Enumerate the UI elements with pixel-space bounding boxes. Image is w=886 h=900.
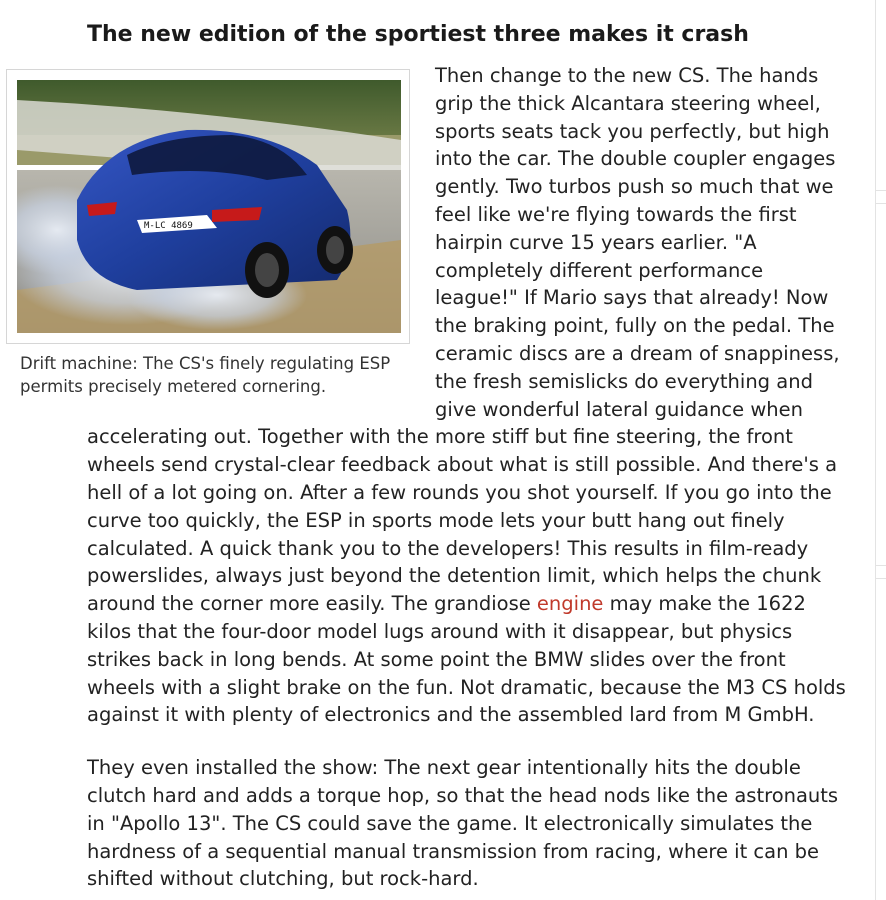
article-body [87, 62, 852, 893]
right-edge-rule [875, 0, 876, 900]
figure-wrap-spacer [87, 62, 435, 408]
right-edge-tick [875, 203, 886, 204]
photo-caption: Drift machine: The CS's finely regulating ESP permits precisely metered cornering. [20, 354, 391, 396]
right-edge-tick [875, 190, 886, 191]
paragraph-text: Then change to the new CS. The hands grip the thick Alcantara steering wheel, sports seats tack you perfectly, but high into the car. The double coupler engages gently. Two turbos push so much that we feel like we're flying towards the first hairpin curve 15 years earlier. "A completely different performance league!" If Mario says that already! Now the braking point, fully on the pedal. The ceramic discs are a dream of snappiness, the fresh semislicks do everything and give wonderful lateral guidance when accelerating out. Together with the more stiff but fine steering, the front wheels send crystal-clear feedback about what is still possible. And there's a hell of a lot going on. After a few rounds you shot yourself. If you go into the curve too quickly, the ESP in sports mode lets your butt hang out finely calculated. A quick thank you to the developers! This results in film-ready powerslides, always just beyond the detention limit, which helps the chunk around the corner more easily. The grandiose [87, 64, 840, 616]
body-paragraph: They even installed the show: The next gear intentionally hits the double clutch hard and adds a torque hop, so that the head nods like the astronauts in "Apollo 13". The CS could save the game. It electronically simulates the hardness of a sequential manual transmission from racing, where it can be shifted without clutching, but rock-hard. [87, 756, 839, 891]
right-edge-tick [875, 578, 886, 579]
engine-link[interactable]: engine [536, 592, 604, 616]
article-headline: The new edition of the sportiest three makes it crash [87, 22, 749, 47]
right-edge-tick [875, 565, 886, 566]
paragraph-text: may make the 1622 kilos that the four-door model lugs around with it disappear, but physics strikes back in long bends. At some point the BMW slides over the front wheels with a slight brake on the fun. Not dramatic, because the M3 CS holds against it with plenty of electronics and the assembled lard from M GmbH. [87, 592, 846, 727]
license-plate: M-LC 4869 [144, 221, 193, 231]
